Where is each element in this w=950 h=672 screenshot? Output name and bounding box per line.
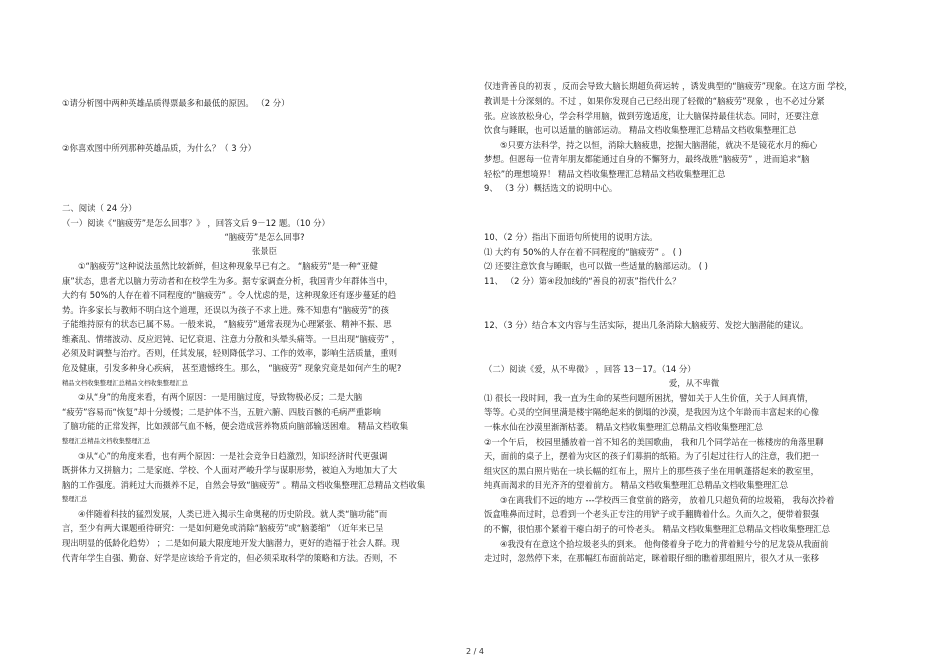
text-line: 梦想。但愿每一位青年朋友都能通过自身的不懈努力，最终战胜“脑疲劳” ，进而追求“脑 <box>484 154 810 164</box>
text-line: 饭盒唯鼻而过时，总看到一个老头正专注的用铲子或手翻腾着什么。久而久之，便带着狠强 <box>484 509 819 519</box>
text-line: ④我没有在意这个拾垃圾老头的到来。 他佝偻着身子吃力的背着鲑兮兮的尼龙袋从我面前 <box>500 539 829 549</box>
text-line: 组灾区的黑白照片贴在一块长幅的红布上，照片上的那些孩子坐在用帆蓬搭起来的教室里， <box>484 466 819 476</box>
text-line: 9、 （3 分）概括选文的说明中心。 <box>484 183 618 193</box>
text-line: ⑵ 还要注意饮食与睡眠，也可以做一些适量的脑部运动。 ( ) <box>484 261 708 271</box>
text-line: 危及健康，引发多种身心疾病， 甚至遗憾终生。那么， “脑疲劳” 现象究竟是如何产生的呢? <box>62 363 402 373</box>
text-line: 代青年学生自强、勤奋、好学是应该给予肯定的，但必须采取科学的策略和方法。否则，不 <box>62 553 397 563</box>
text-line: 教训是十分深刻的。不过 ，如果你发现自己已经出现了轻微的“脑疲劳”现象 ，也不必过分紧 <box>484 96 825 106</box>
text-line: 现出明显的低龄化趋势） ；二是如何最大限度地开发大脑潜力，更好的造福于社会人群。现 <box>62 538 400 548</box>
text-line: 既拼体力又拼脑力；二是家庭、学校、个人面对严峻升学与谋职形势，被迫入为地加大了大 <box>62 465 397 475</box>
text-line: 张。应该放松身心，学会科学用脑，做到劳逸适度，让大脑保持最佳状态。同时，还要注意 <box>484 111 819 121</box>
text-line: 脑的工作强度。消耗过大而摄养不足，自然会导致“脑疲劳” 。精品文档收集整理汇总精品文档收集 <box>62 480 426 490</box>
text-line: 10、（2 分）指出下面语句所使用的说明方法。 <box>484 232 658 242</box>
watermark-note: 整理汇总 <box>62 496 88 503</box>
text-line: ⑴ 很长一段时间，我一直为生命的某些问题所困扰，譬如关于人生价值，关于人间真情， <box>484 393 814 403</box>
text-line: 仅违背善良的初衷 ，反而会导致大脑长期超负荷运转 ，诱发典型的“脑疲劳”现象。在这方面 学校， <box>484 81 853 91</box>
text-line: ④伴随着科技的猛烈发展，人类已进入揭示生命奥秘的历史阶段。就人类“脑功能”而 <box>78 509 388 519</box>
text-line: “疲劳”容易而“恢复”却十分缓慢；二是护体不当，五脏六腑、四肢百骸的毛病严重影响 <box>62 407 381 417</box>
text-line: 一株水仙在沙漠里渐渐枯萎。 精品文档收集整理汇总精品文档收集整理汇总 <box>484 422 764 432</box>
text-line: （二）阅读《爱，从不卑微》 ，回答 13－17。（14 分） <box>484 364 696 374</box>
watermark-note: 精品文档收集整理汇总精品文档收集整理汇总 <box>62 380 188 387</box>
text-line: ③在离我们不远的地方 ---学校西三食堂前的路旁， 放着几只超负荷的垃圾箱， 我每次拎着 <box>500 495 835 505</box>
watermark-note: 整理汇总精品文档收集整理汇总 <box>62 438 151 445</box>
text-line: 爱，从不卑微 <box>668 378 720 388</box>
text-line: 二、阅读（ 24 分） <box>62 203 137 213</box>
text-line: ②一个午后， 校园里播放着一首不知名的美国歌曲， 我和几个同学站在一栋楼房的角落里聊 <box>484 437 824 447</box>
text-line: 维紊乱、情绪波动、反应迟钝、记忆衰退、注意力分散和头晕头痛等。一旦出现“脑疲劳” ， <box>62 334 400 344</box>
page-number: 2 / 4 <box>466 647 484 656</box>
text-line: “脑疲劳”是怎么回事? <box>224 232 305 242</box>
text-line: 大约有 50%的人存在着不同程度的“脑疲劳” 。令人忧虑的是，这种现象还有逐步蔓延的趋 <box>62 290 397 300</box>
text-line: 言，至少有两大课题亟待研究：一是如何避免或消除“脑疲劳”或“脑萎缩” （近年来已呈 <box>62 523 384 533</box>
text-line: 张景臣 <box>251 246 278 256</box>
text-line: 饮食与睡眠，也可以适量的脑部运动。 精品文档收集整理汇总精品文档收集整理汇总 <box>484 125 797 135</box>
text-line: ⑴ 大约有 50%的人存在着不同程度的“脑疲劳” 。 ( ) <box>484 247 682 257</box>
text-line: 势。许多家长与教师不明白这个道理，还误以为孩子不求上进。殊不知患有“脑疲劳”的孩 <box>62 305 389 315</box>
text-line: 11、 （2 分）第④段加线的“善良的初衷”指代什么？ <box>484 276 681 286</box>
text-line: （一）阅读《“脑疲劳”是怎么回事？》 ，回答文后 9－12 题。（10 分） <box>62 218 330 228</box>
text-line: 纯真而渴求的目光齐齐的望着前方。 精品文档收集整理汇总精品文档收集整理汇总 <box>484 480 789 490</box>
text-line: ③从“心”的角度来看，也有两个原因：一是社会竞争日趋激烈，知识经济时代更强调 <box>78 451 388 461</box>
text-line: 走过时，忽然停下来，在那幅红布面前站定，眯着眼仔细的瞧着那组照片，很久才从一张移 <box>484 553 819 563</box>
text-line: 了脑功能的正常发挥，比如颈部气血不畅，便会造成营养物质向脑部输送困难。 精品文档收集 <box>62 421 409 431</box>
text-line: ①请分析图中两种英雄品质得票最多和最低的原因。 （2 分） <box>62 98 290 108</box>
text-line: 子能维持原有的状态已属不易。一般来说， “脑疲劳”通常表现为心理紧张、精神不振、思 <box>62 319 392 329</box>
text-line: ①“脑疲劳”这种说法虽然比较新鲜，但这种现象早已有之。 “脑疲劳”是一种“亚健 <box>78 261 378 271</box>
text-line: 等等。心灵的空间里满是楼宇隔绝起来的倒塌的沙漠，是我因为这个年龄而丰富起来的心像 <box>484 407 819 417</box>
text-line: 轻松”的理想境界！ 精品文档收集整理汇总精品文档收集整理汇总 <box>484 169 726 179</box>
text-line: 康”状态，患者尤以脑力劳动者和在校学生为多。据专家调查分析，我国青少年群体当中， <box>62 276 393 286</box>
text-line: 的不懈，很怕那个紧着干瘪白胡子的可怜老头。 精品文档收集整理汇总精品文档收集整理汇总 <box>484 524 831 534</box>
text-line: ②从“身”的角度来看，有两个原因：一是用脑过度，导致物极必反；二是大脑 <box>78 392 363 402</box>
text-line: 天，面前的桌子上，摆着为灾区的孩子们募捐的纸箱。为了引起过往行人的注意，我们把一 <box>484 451 819 461</box>
text-line: 必须及时调整与治疗。否则，任其发展，轻则降低学习、工作的效率，影响生活质量，重则 <box>62 348 397 358</box>
text-line: 12、（3 分）结合本文内容与生活实际，提出几条消除大脑疲劳、发挖大脑潜能的建议。 <box>484 320 809 330</box>
text-line: ⑤只要方法科学，持之以恒，消除大脑疲患，挖掘大脑潜能，就决不是镜花水月的痴心 <box>500 140 818 150</box>
text-line: ②你喜欢图中所列那种英雄品质，为什么？（ 3 分） <box>62 143 257 153</box>
